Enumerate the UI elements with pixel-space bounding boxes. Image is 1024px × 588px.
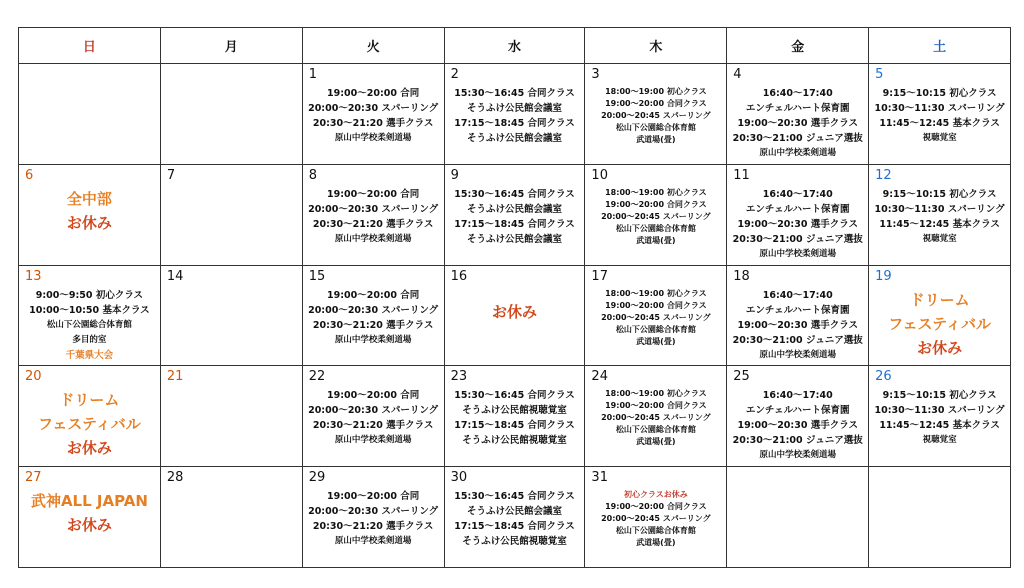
schedule-line: 9:15〜10:15 初心クラス (882, 188, 997, 200)
schedule-line: 20:00〜20:30 スパーリング (308, 103, 439, 114)
schedule-line: エンチェルハート保育園 (745, 405, 850, 417)
schedule-line: そうふけ公民館視聴覚室 (462, 405, 567, 417)
schedule-line: 16:40〜17:40 (762, 88, 833, 99)
note-line: お休み (66, 516, 112, 535)
day-cell-24 (585, 366, 727, 467)
schedule-line: そうふけ公民館視聴覚室 (462, 435, 567, 447)
day-cell-8 (303, 165, 445, 266)
schedule-line: エンチェルハート保育園 (745, 304, 850, 316)
day-cell-empty (869, 467, 1011, 568)
schedule-line: エンチェルハート保育園 (745, 103, 850, 114)
weekday-monday: 月 (161, 28, 303, 64)
day-number: 1 (308, 67, 317, 82)
schedule (869, 187, 1010, 247)
day-number: 19 (875, 268, 892, 284)
note-line: ドリーム (909, 290, 970, 309)
schedule-line: 武道場(畳) (636, 135, 676, 144)
schedule-line: 16:40〜17:40 (762, 390, 833, 402)
schedule (303, 288, 444, 348)
schedule-line: 15:30〜16:45 合同クラス (454, 188, 575, 200)
schedule-line: 松山下公園総合体育館 (615, 123, 696, 132)
day-number: 18 (733, 268, 750, 284)
day-number: 27 (25, 470, 42, 486)
schedule-line: 17:15〜18:45 合同クラス (454, 521, 575, 533)
schedule-line: 視聴覚室 (922, 435, 957, 446)
schedule-line: 18:00〜19:00 初心クラス (605, 187, 707, 197)
schedule-line: 18:00〜19:00 初心クラス (605, 288, 707, 298)
schedule-line: 19:00〜20:00 合同クラス (605, 401, 707, 411)
schedule (303, 86, 444, 146)
schedule (445, 388, 585, 448)
day-number: 17 (591, 268, 608, 284)
schedule-line: 10:30〜11:30 スパーリング (874, 103, 1005, 114)
day-number: 12 (875, 167, 892, 183)
day-number: 31 (591, 470, 608, 486)
schedule-line: 19:00〜20:00 合同 (326, 491, 420, 503)
schedule-line: 原山中学校柔剣道場 (759, 148, 836, 158)
day-cell-empty (727, 467, 869, 568)
day-cell-1 (303, 64, 445, 165)
day-cell-17 (585, 266, 727, 367)
schedule-line: 10:30〜11:30 スパーリング (874, 405, 1005, 417)
schedule-line: 20:00〜20:45 スパーリング (601, 211, 711, 221)
schedule-line: 20:00〜20:45 スパーリング (601, 312, 711, 322)
day-cell-empty (19, 64, 161, 165)
schedule-line: 9:15〜10:15 初心クラス (882, 390, 997, 402)
schedule-line: 19:00〜20:30 選手クラス (737, 319, 858, 331)
holiday-note (869, 288, 1010, 360)
schedule-line: 20:30〜21:00 ジュニア選抜 (732, 334, 863, 346)
schedule (585, 388, 726, 448)
schedule-line: 松山下公園総合体育館 (46, 319, 132, 330)
day-number: 23 (450, 369, 468, 385)
schedule-line: 20:00〜20:45 スパーリング (601, 514, 711, 524)
day-cell-27 (19, 467, 161, 568)
note-line: お休み (66, 439, 112, 458)
day-number: 10 (591, 167, 608, 183)
day-cell-18 (727, 266, 869, 367)
note-line: 武神ALL JAPAN (30, 492, 148, 511)
schedule-line: 20:00〜20:30 スパーリング (308, 203, 439, 215)
schedule-line: 武道場(畳) (636, 336, 676, 346)
schedule-line: 20:30〜21:20 選手クラス (312, 319, 434, 331)
schedule-line: エンチェルハート保育園 (745, 203, 850, 215)
day-cell-22 (303, 366, 445, 467)
day-number: 7 (166, 167, 176, 183)
day-number: 8 (308, 167, 317, 183)
schedule-line: 18:00〜19:00 初心クラス (605, 389, 707, 399)
schedule-line: 多目的室 (72, 334, 107, 345)
day-cell-26 (869, 366, 1011, 467)
day-number: 28 (166, 470, 184, 486)
holiday-note (19, 187, 160, 235)
schedule-line: 20:30〜21:00 ジュニア選抜 (732, 435, 863, 447)
schedule-line: そうふけ公民館視聴覚室 (462, 536, 567, 548)
tournament-note: 千葉県大会 (65, 349, 114, 361)
schedule (585, 86, 726, 146)
schedule-line: 15:30〜16:45 合同クラス (454, 390, 575, 402)
schedule-line: 原山中学校柔剣道場 (334, 536, 412, 547)
schedule-line: 20:30〜21:00 ジュニア選抜 (732, 133, 863, 144)
schedule-line: 19:00〜20:00 合同クラス (605, 99, 707, 108)
schedule-line: そうふけ公民館会議室 (466, 133, 562, 144)
schedule-line: 原山中学校柔剣道場 (334, 435, 412, 446)
schedule-line: 16:40〜17:40 (762, 289, 833, 301)
note-line: お休み (66, 213, 112, 232)
schedule-line: 20:00〜20:45 スパーリング (601, 413, 711, 423)
weekday-thursday: 木 (585, 28, 727, 64)
day-number: 4 (733, 67, 742, 82)
schedule-line: 武道場(畳) (636, 437, 676, 447)
calendar-grid (18, 27, 1011, 568)
day-cell-3 (585, 64, 727, 165)
day-number: 6 (25, 167, 34, 183)
schedule-line: 19:00〜20:00 合同 (326, 188, 420, 200)
schedule (727, 86, 868, 161)
schedule-line: 17:15〜18:45 合同クラス (454, 420, 575, 432)
schedule-line: 20:00〜20:30 スパーリング (308, 405, 439, 417)
schedule-line: 19:00〜20:00 合同 (326, 289, 420, 301)
schedule (727, 187, 868, 262)
day-cell-25 (727, 366, 869, 467)
day-cell-10 (585, 165, 727, 266)
schedule (585, 288, 726, 348)
schedule-line: 11:45〜12:45 基本クラス (879, 420, 1000, 432)
schedule-line: 19:00〜20:00 合同クラス (605, 199, 707, 209)
schedule-line: 16:40〜17:40 (762, 188, 833, 200)
day-cell-21 (161, 366, 303, 467)
schedule-line: 9:00〜9:50 初心クラス (35, 289, 144, 301)
cancel-note: 初心クラスお休み (623, 490, 688, 500)
schedule-line: 原山中学校柔剣道場 (759, 349, 836, 360)
schedule-line: そうふけ公民館会議室 (466, 103, 562, 114)
schedule-line: 20:00〜20:45 スパーリング (601, 111, 711, 120)
schedule-line: 20:30〜21:20 選手クラス (312, 420, 434, 432)
day-cell-31 (585, 467, 727, 568)
holiday-note (19, 388, 160, 460)
day-cell-20 (19, 366, 161, 467)
note-line: フェスティバル (888, 314, 991, 333)
schedule-line: 20:00〜20:30 スパーリング (308, 506, 439, 518)
schedule-line: 19:00〜20:00 合同 (326, 390, 420, 402)
weekday-friday: 金 (727, 28, 869, 64)
day-cell-29 (303, 467, 445, 568)
day-cell-30 (445, 467, 586, 568)
day-cell-16 (445, 266, 586, 367)
weekday-tuesday: 火 (303, 28, 445, 64)
day-number: 14 (166, 268, 184, 284)
schedule-line: そうふけ公民館会議室 (466, 233, 562, 245)
schedule-line: 20:30〜21:20 選手クラス (312, 218, 434, 230)
day-number: 29 (308, 470, 326, 486)
day-number: 3 (591, 67, 600, 82)
day-cell-15 (303, 266, 445, 367)
day-cell-4 (727, 64, 869, 165)
schedule-line: 原山中学校柔剣道場 (334, 334, 412, 345)
schedule-line: 原山中学校柔剣道場 (759, 248, 836, 259)
schedule-line: 10:30〜11:30 スパーリング (874, 203, 1005, 215)
schedule-line: 視聴覚室 (922, 133, 957, 143)
schedule-line: そうふけ公民館会議室 (466, 506, 562, 518)
schedule-line: 松山下公園総合体育館 (615, 526, 696, 536)
schedule-line: 19:00〜20:30 選手クラス (737, 118, 858, 129)
day-cell-14 (161, 266, 303, 367)
weekday-wednesday: 水 (445, 28, 586, 64)
schedule-line: 19:00〜20:00 合同クラス (605, 502, 707, 512)
holiday-note (445, 300, 585, 324)
day-number: 26 (875, 369, 892, 385)
day-number: 21 (166, 369, 184, 385)
schedule-line: そうふけ公民館会議室 (466, 203, 562, 215)
schedule-line: 19:00〜20:00 合同 (326, 88, 420, 99)
schedule-line: 19:00〜20:30 選手クラス (737, 218, 858, 230)
day-number: 24 (591, 369, 608, 385)
schedule-line: 18:00〜19:00 初心クラス (605, 87, 707, 96)
day-cell-11 (727, 165, 869, 266)
schedule (303, 489, 444, 549)
schedule-line: 11:45〜12:45 基本クラス (879, 218, 1000, 230)
schedule-line: 原山中学校柔剣道場 (759, 450, 836, 461)
day-number: 11 (733, 167, 750, 183)
schedule-line: 17:15〜18:45 合同クラス (454, 218, 575, 230)
schedule-line: 10:00〜10:50 基本クラス (29, 304, 150, 316)
day-number: 22 (308, 369, 326, 385)
day-cell-13 (19, 266, 161, 367)
schedule (585, 187, 726, 247)
day-cell-6 (19, 165, 161, 266)
holiday-note (19, 489, 160, 537)
weekday-saturday: 土 (869, 28, 1011, 64)
schedule-line: 20:30〜21:20 選手クラス (312, 521, 434, 533)
day-number: 25 (733, 369, 750, 385)
schedule-line: 17:15〜18:45 合同クラス (454, 118, 575, 129)
day-number: 5 (875, 67, 884, 82)
note-line: お休み (491, 302, 537, 321)
schedule-line: 19:00〜20:30 選手クラス (737, 420, 858, 432)
schedule (869, 86, 1010, 146)
schedule-line: 11:45〜12:45 基本クラス (879, 118, 1000, 129)
schedule (869, 388, 1010, 448)
schedule (585, 489, 726, 549)
schedule (303, 388, 444, 448)
day-cell-12 (869, 165, 1011, 266)
schedule (445, 86, 585, 146)
day-cell-2 (445, 64, 586, 165)
schedule-line: 15:30〜16:45 合同クラス (454, 491, 575, 503)
day-number: 2 (450, 67, 459, 82)
schedule (303, 187, 444, 247)
day-number: 9 (450, 167, 459, 183)
schedule-line: 9:15〜10:15 初心クラス (882, 88, 997, 99)
schedule-line: 20:30〜21:20 選手クラス (312, 118, 434, 129)
schedule-line: 15:30〜16:45 合同クラス (454, 88, 575, 99)
day-cell-23 (445, 366, 586, 467)
schedule-line: 松山下公園総合体育館 (615, 223, 696, 233)
schedule (445, 489, 585, 549)
note-line: フェスティバル (38, 415, 141, 434)
day-number: 15 (308, 268, 326, 284)
schedule (445, 187, 585, 247)
day-cell-28 (161, 467, 303, 568)
schedule-line: 19:00〜20:00 合同クラス (605, 300, 707, 310)
day-cell-9 (445, 165, 586, 266)
note-line: お休み (917, 338, 963, 357)
schedule-line: 20:00〜20:30 スパーリング (308, 304, 439, 316)
weekday-sunday: 日 (19, 28, 161, 64)
day-number: 13 (25, 268, 42, 284)
schedule (727, 388, 868, 463)
day-cell-19 (869, 266, 1011, 367)
schedule-line: 原山中学校柔剣道場 (334, 133, 412, 143)
day-cell-empty (161, 64, 303, 165)
schedule-line: 20:30〜21:00 ジュニア選抜 (732, 233, 863, 245)
schedule-line: 武道場(畳) (636, 235, 676, 245)
schedule (727, 288, 868, 363)
note-line: ドリーム (59, 391, 120, 410)
schedule-line: 松山下公園総合体育館 (615, 425, 696, 435)
note-line: 全中部 (66, 189, 112, 208)
day-cell-5 (869, 64, 1011, 165)
day-number: 30 (450, 470, 468, 486)
day-number: 20 (25, 369, 42, 385)
day-number: 16 (450, 268, 468, 284)
schedule-line: 視聴覚室 (922, 233, 957, 244)
schedule-line: 武道場(畳) (636, 538, 676, 548)
schedule-line: 原山中学校柔剣道場 (334, 233, 412, 244)
day-cell-7 (161, 165, 303, 266)
schedule (19, 288, 160, 363)
schedule-line: 松山下公園総合体育館 (615, 324, 696, 334)
